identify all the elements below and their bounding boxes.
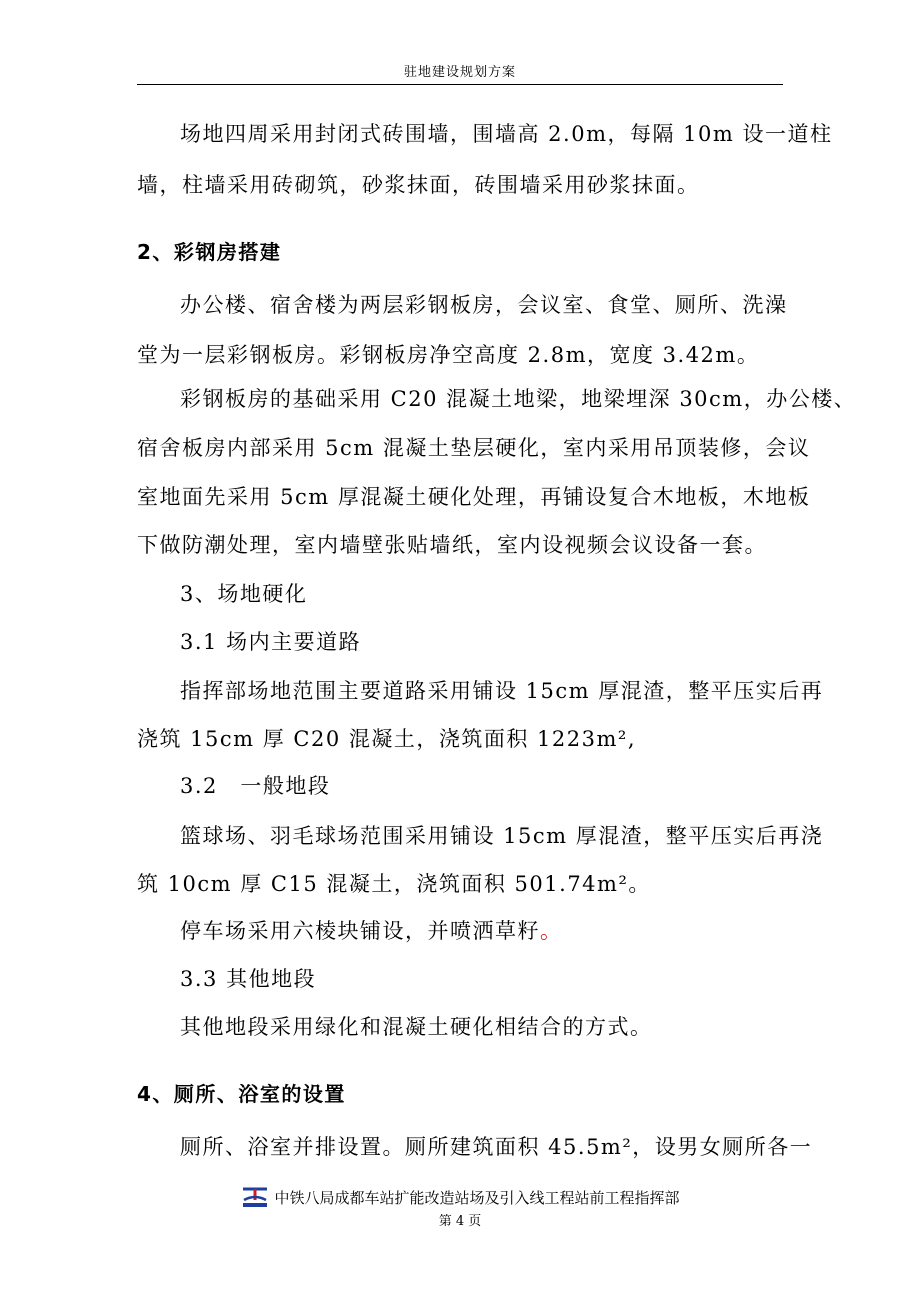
company-logo-icon bbox=[240, 1186, 270, 1208]
paragraph-line: 篮球场、羽毛球场范围采用铺设 15cm 厚混渣，整平压实后再浇 bbox=[180, 824, 824, 848]
paragraph-line: 下做防潮处理，室内墙壁张贴墙纸，室内设视频会议设备一套。 bbox=[137, 533, 767, 557]
paragraph-line: 场地四周采用封闭式砖围墙，围墙高 2.0m，每隔 10m 设一道柱 bbox=[180, 122, 833, 146]
paragraph-line: 筑 10cm 厚 C15 混凝土，浇筑面积 501.74m²。 bbox=[137, 872, 651, 896]
subsection-heading-3-1: 3.1 场内主要道路 bbox=[180, 630, 362, 654]
page-footer bbox=[0, 1186, 920, 1212]
paragraph-line: 指挥部场地范围主要道路采用铺设 15cm 厚混渣，整平压实后再 bbox=[180, 679, 824, 703]
subsection-heading-3-2: 3.2 一般地段 bbox=[180, 774, 331, 798]
paragraph-line: 其他地段采用绿化和混凝土硬化相结合的方式。 bbox=[180, 1015, 653, 1039]
paragraph-line: 堂为一层彩钢板房。彩钢板房净空高度 2.8m，宽度 3.42m。 bbox=[137, 343, 760, 367]
header-divider bbox=[137, 84, 783, 85]
paragraph-text: 停车场采用六棱块铺设，并喷洒草籽 bbox=[180, 919, 540, 943]
paragraph-line: 厕所、浴室并排设置。厕所建筑面积 45.5m²，设男女厕所各一 bbox=[180, 1135, 813, 1159]
page-header-title: 驻地建设规划方案 bbox=[403, 65, 516, 80]
section-heading-2: 2、彩钢房搭建 bbox=[137, 240, 282, 264]
page-number: 第 4 页 bbox=[438, 1214, 482, 1229]
paragraph-line: 宿舍板房内部采用 5cm 混凝土垫层硬化，室内采用吊顶装修，会议 bbox=[137, 436, 811, 460]
subsection-heading-3-3: 3.3 其他地段 bbox=[180, 967, 317, 991]
red-period: 。 bbox=[540, 919, 563, 943]
paragraph-line: 浇筑 15cm 厚 C20 混凝土，浇筑面积 1223m², bbox=[137, 727, 637, 751]
footer-organization: 中铁八局成都车站扩能改造站场及引入线工程站前工程指挥部 bbox=[274, 1188, 680, 1207]
section-heading-3: 3、场地硬化 bbox=[180, 582, 308, 606]
section-heading-4: 4、厕所、浴室的设置 bbox=[137, 1082, 346, 1106]
paragraph-line bbox=[180, 917, 563, 945]
paragraph-line: 墙，柱墙采用砖砌筑，砂浆抹面，砖围墙采用砂浆抹面。 bbox=[137, 173, 700, 197]
paragraph-line: 办公楼、宿舍楼为两层彩钢板房，会议室、食堂、厕所、洗澡 bbox=[180, 293, 788, 317]
paragraph-line: 室地面先采用 5cm 厚混凝土硬化处理，再铺设复合木地板，木地板 bbox=[137, 485, 811, 509]
paragraph-line: 彩钢板房的基础采用 C20 混凝土地梁，地梁埋深 30cm，办公楼、 bbox=[180, 387, 857, 411]
